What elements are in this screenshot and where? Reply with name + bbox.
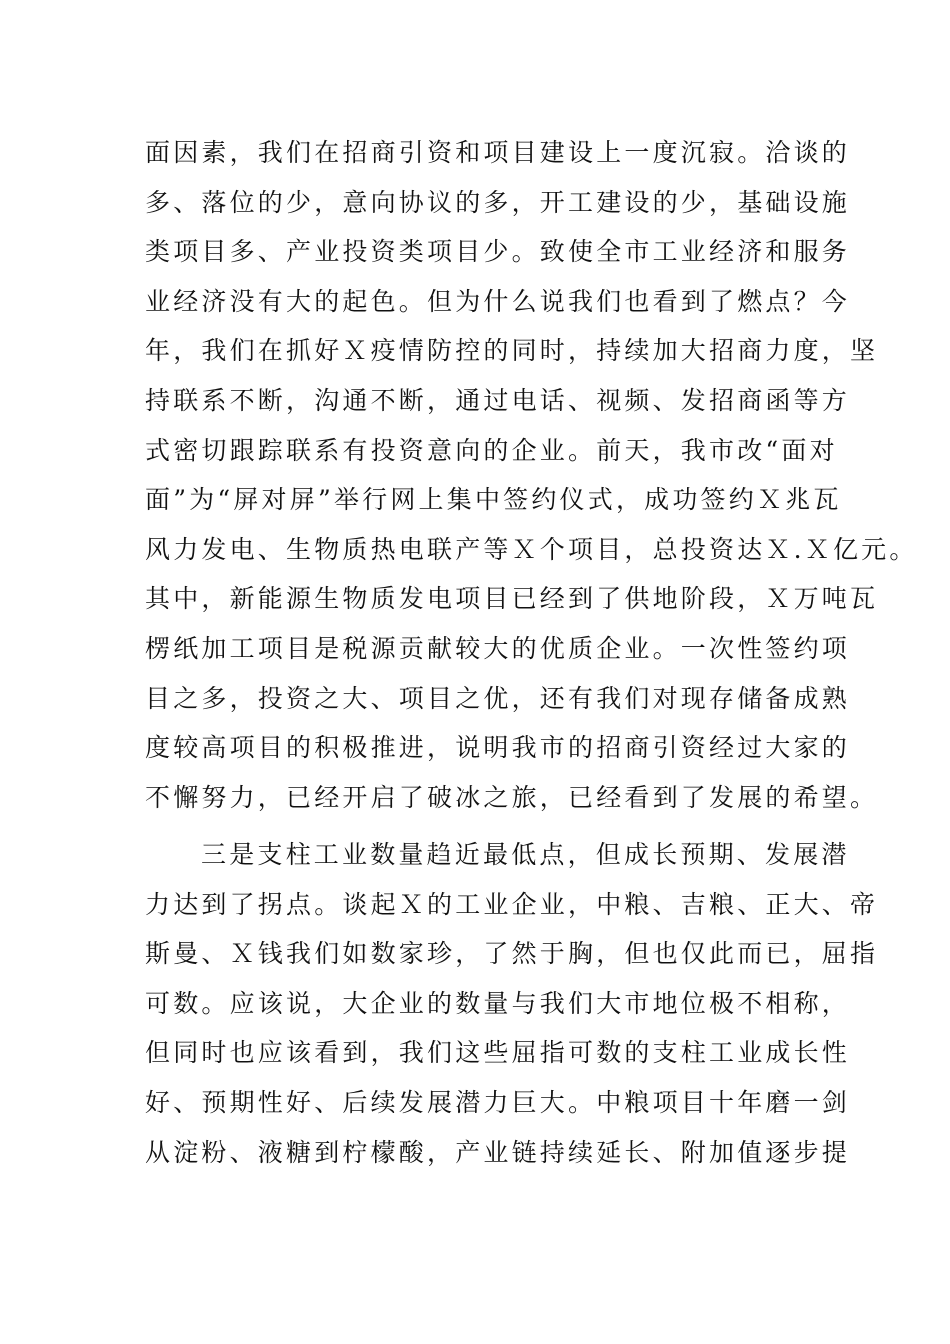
text-line: 不懈努力，已经开启了破冰之旅，已经看到了发展的希望。 [145, 782, 879, 812]
text-line: 力达到了拐点。谈起Ｘ的工业企业，中粮、吉粮、正大、帝 [145, 889, 879, 919]
paragraph-three [145, 830, 879, 1177]
text-line: 其中，新能源生物质发电项目已经到了供地阶段，Ｘ万吨瓦 [145, 584, 879, 614]
text-line: 年，我们在抓好Ｘ疫情防控的同时，持续加大招商力度，坚 [145, 336, 879, 366]
text-line: 类项目多、产业投资类项目少。致使全市工业经济和服务 [145, 237, 851, 267]
text-line: 多、落位的少，意向协议的多，开工建设的少，基础设施 [145, 187, 851, 217]
text-line: 楞纸加工项目是税源贡献较大的优质企业。一次性签约项 [145, 633, 851, 663]
text-line: 面”为“屏对屏”举行网上集中签约仪式，成功签约Ｘ兆瓦 [145, 485, 842, 515]
text-line: 业经济没有大的起色。但为什么说我们也看到了燃点？今 [145, 286, 851, 316]
text-line: 面因素，我们在招商引资和项目建设上一度沉寂。洽谈的 [145, 138, 851, 167]
text-line: 式密切跟踪联系有投资意向的企业。前天，我市改“面对 [145, 435, 838, 465]
text-line: 从淀粉、液糖到柠檬酸，产业链持续延长、附加值逐步提 [145, 1137, 851, 1167]
paragraph-continued [145, 128, 918, 822]
text-line: 目之多，投资之大、项目之优，还有我们对现存储备成熟 [145, 683, 851, 713]
text-line: 持联系不断，沟通不断，通过电话、视频、发招商函等方 [145, 385, 851, 415]
text-line: 风力发电、生物质热电联产等Ｘ个项目，总投资达Ｘ.Ｘ亿元。 [145, 534, 918, 564]
text-line: 度较高项目的积极推进，说明我市的招商引资经过大家的 [145, 733, 851, 763]
text-line-first: 三是支柱工业数量趋近最低点，但成长预期、发展潜 [201, 840, 850, 869]
text-line: 可数。应该说，大企业的数量与我们大市地位极不相称， [145, 988, 851, 1018]
text-line: 好、预期性好、后续发展潜力巨大。中粮项目十年磨一剑 [145, 1087, 851, 1117]
text-line: 但同时也应该看到，我们这些屈指可数的支柱工业成长性 [145, 1038, 851, 1068]
text-line: 斯曼、Ｘ钱我们如数家珍，了然于胸，但也仅此而已，屈指 [145, 939, 879, 969]
